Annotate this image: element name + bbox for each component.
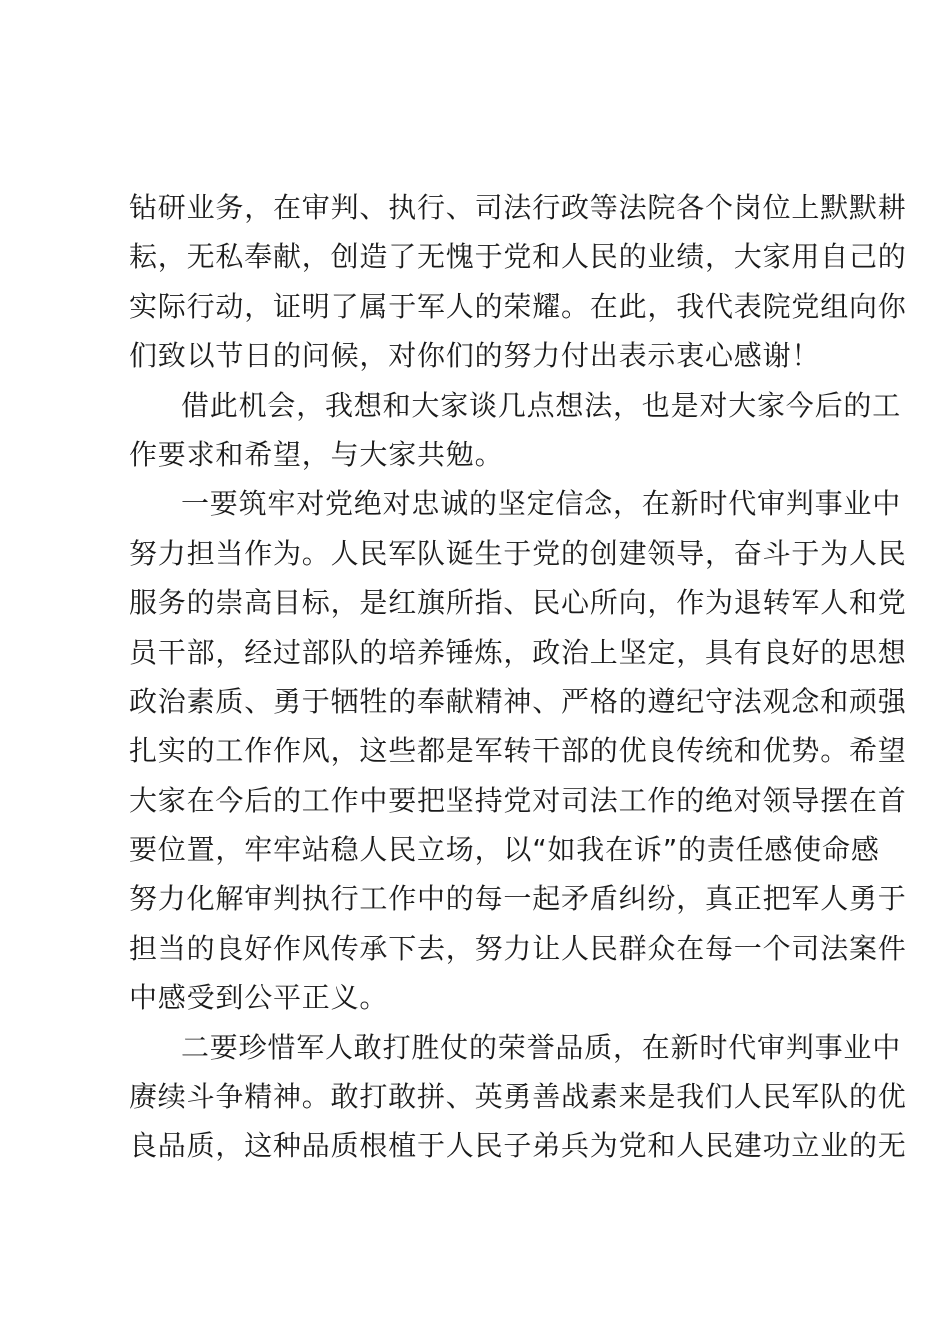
- text-line: 作要求和希望，与大家共勉。: [129, 437, 504, 471]
- paragraph-1: [129, 183, 907, 381]
- text-line: 大家在今后的工作中要把坚持党对司法工作的绝对领导摆在首: [129, 783, 907, 817]
- text-line: 二要珍惜军人敢打胜仗的荣誉品质，在新时代审判事业中: [181, 1030, 902, 1064]
- text-line: 担当的良好作风传承下去，努力让人民群众在每一个司法案件: [129, 931, 907, 965]
- text-line: 赓续斗争精神。敢打敢拼、英勇善战素来是我们人民军队的优: [129, 1080, 907, 1114]
- text-line: 耘，无私奉献，创造了无愧于党和人民的业绩，大家用自己的: [129, 240, 907, 274]
- text-line: 努力化解审判执行工作中的每一起矛盾纠纷，真正把军人勇于: [129, 882, 907, 916]
- text-line: 要位置，牢牢站稳人民立场，以“如我在诉”的责任感使命感: [129, 833, 880, 867]
- text-line: 良品质，这种品质根植于人民子弟兵为党和人民建功立业的无: [129, 1129, 907, 1163]
- text-line: 钻研业务，在审判、执行、司法行政等法院各个岗位上默默耕: [129, 191, 907, 224]
- text-line: 实际行动，证明了属于军人的荣耀。在此，我代表院党组向你: [129, 289, 907, 323]
- text-line: 们致以节日的问候，对你们的努力付出表示衷心感谢！: [129, 339, 821, 373]
- body-text: [129, 183, 907, 1171]
- text-line: 中感受到公平正义。: [129, 981, 389, 1015]
- text-line: 政治素质、勇于牺牲的奉献精神、严格的遵纪守法观念和顽强: [129, 684, 907, 718]
- paragraph-3: [129, 479, 907, 1022]
- text-line: 一要筑牢对党绝对忠诚的坚定信念，在新时代审判事业中: [181, 487, 902, 521]
- text-line: 借此机会，我想和大家谈几点想法，也是对大家今后的工: [181, 388, 902, 422]
- text-line: 服务的崇高目标，是红旗所指、民心所向，作为退转军人和党: [129, 586, 907, 620]
- text-line: 员干部，经过部队的培养锤炼，政治上坚定，具有良好的思想: [129, 635, 907, 669]
- text-line: 努力担当作为。人民军队诞生于党的创建领导，奋斗于为人民: [129, 536, 907, 570]
- paragraph-4: [129, 1023, 907, 1171]
- text-line: 扎实的工作作风，这些都是军转干部的优良传统和优势。希望: [129, 734, 907, 768]
- paragraph-2: [129, 381, 902, 480]
